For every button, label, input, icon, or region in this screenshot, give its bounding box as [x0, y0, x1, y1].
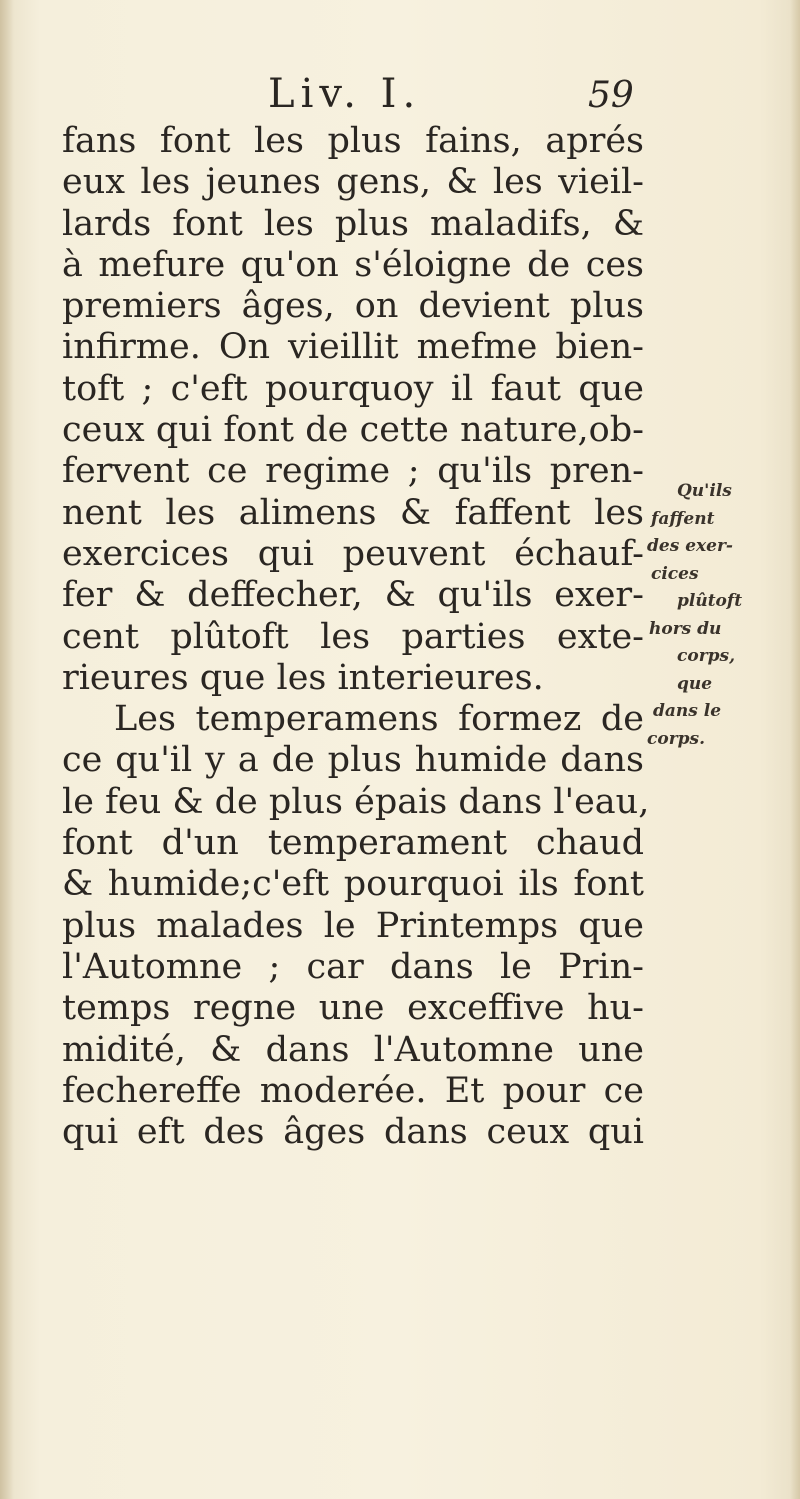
text-line: & humide;c'eft pourquoi ils font	[62, 864, 644, 905]
margin-note-line: des exer-	[647, 536, 733, 556]
text-line: qui eft des âges dans ceux qui	[62, 1112, 644, 1153]
text-line: font d'un temperament chaud	[62, 823, 644, 864]
text-line: fervent ce regime ; qu'ils pren-	[62, 451, 644, 492]
text-line: eux les jeunes gens, & les vieil-	[62, 162, 644, 203]
page-header	[0, 70, 800, 120]
margin-note-line: Qu'ils	[677, 481, 732, 501]
text-line: le feu & de plus épais dans l'eau,	[62, 781, 650, 822]
text-line: ceux qui font de cette nature,ob-	[62, 410, 644, 451]
text-line: à mefure qu'on s'éloigne de ces	[62, 244, 644, 285]
text-line: toft ; c'eft pourquoy il faut que	[62, 368, 644, 409]
text-line: fans font les plus fains, aprés	[62, 121, 644, 161]
text-line: l'Automne ; car dans le Prin-	[62, 946, 644, 987]
text-line: rieures que les interieures.	[62, 657, 544, 698]
page-number: 59	[588, 75, 634, 116]
text-line: temps regne une exceffive hu-	[62, 988, 644, 1029]
text-line: nent les alimens & faffent les	[62, 492, 644, 533]
margin-note-line: dans le	[653, 701, 722, 721]
margin-note-line: faffent	[651, 508, 715, 529]
text-line: infirme. On vieillit mefme bien-	[62, 327, 644, 368]
main-text	[62, 121, 650, 1153]
text-line: plus malades le Printemps que	[62, 905, 644, 946]
text-line: cent plûtoft les parties exte-	[62, 616, 644, 657]
text-line: exercices qui peuvent échauf-	[62, 533, 644, 574]
margin-note-line: corps,	[677, 646, 736, 666]
margin-note-line: plûtoft	[677, 591, 743, 611]
margin-note-line: corps.	[647, 728, 706, 749]
running-head: Liv. I.	[268, 71, 422, 117]
text-line: fer & deffecher, & qu'ils exer-	[62, 575, 644, 616]
text-line: ce qu'il y a de plus humide dans	[62, 740, 644, 781]
text-line: Les temperamens formez de	[114, 699, 644, 740]
text-line: fechereffe moderée. Et pour ce	[62, 1070, 644, 1111]
margin-note-line: cices	[651, 563, 699, 584]
text-line: lards font les plus maladifs, &	[62, 203, 644, 244]
text-line: midité, & dans l'Automne une	[62, 1029, 644, 1070]
margin-note	[647, 478, 797, 753]
text-line: premiers âges, on devient plus	[62, 286, 644, 327]
margin-note-line: hors du	[649, 618, 722, 639]
margin-note-line: que	[677, 673, 713, 694]
